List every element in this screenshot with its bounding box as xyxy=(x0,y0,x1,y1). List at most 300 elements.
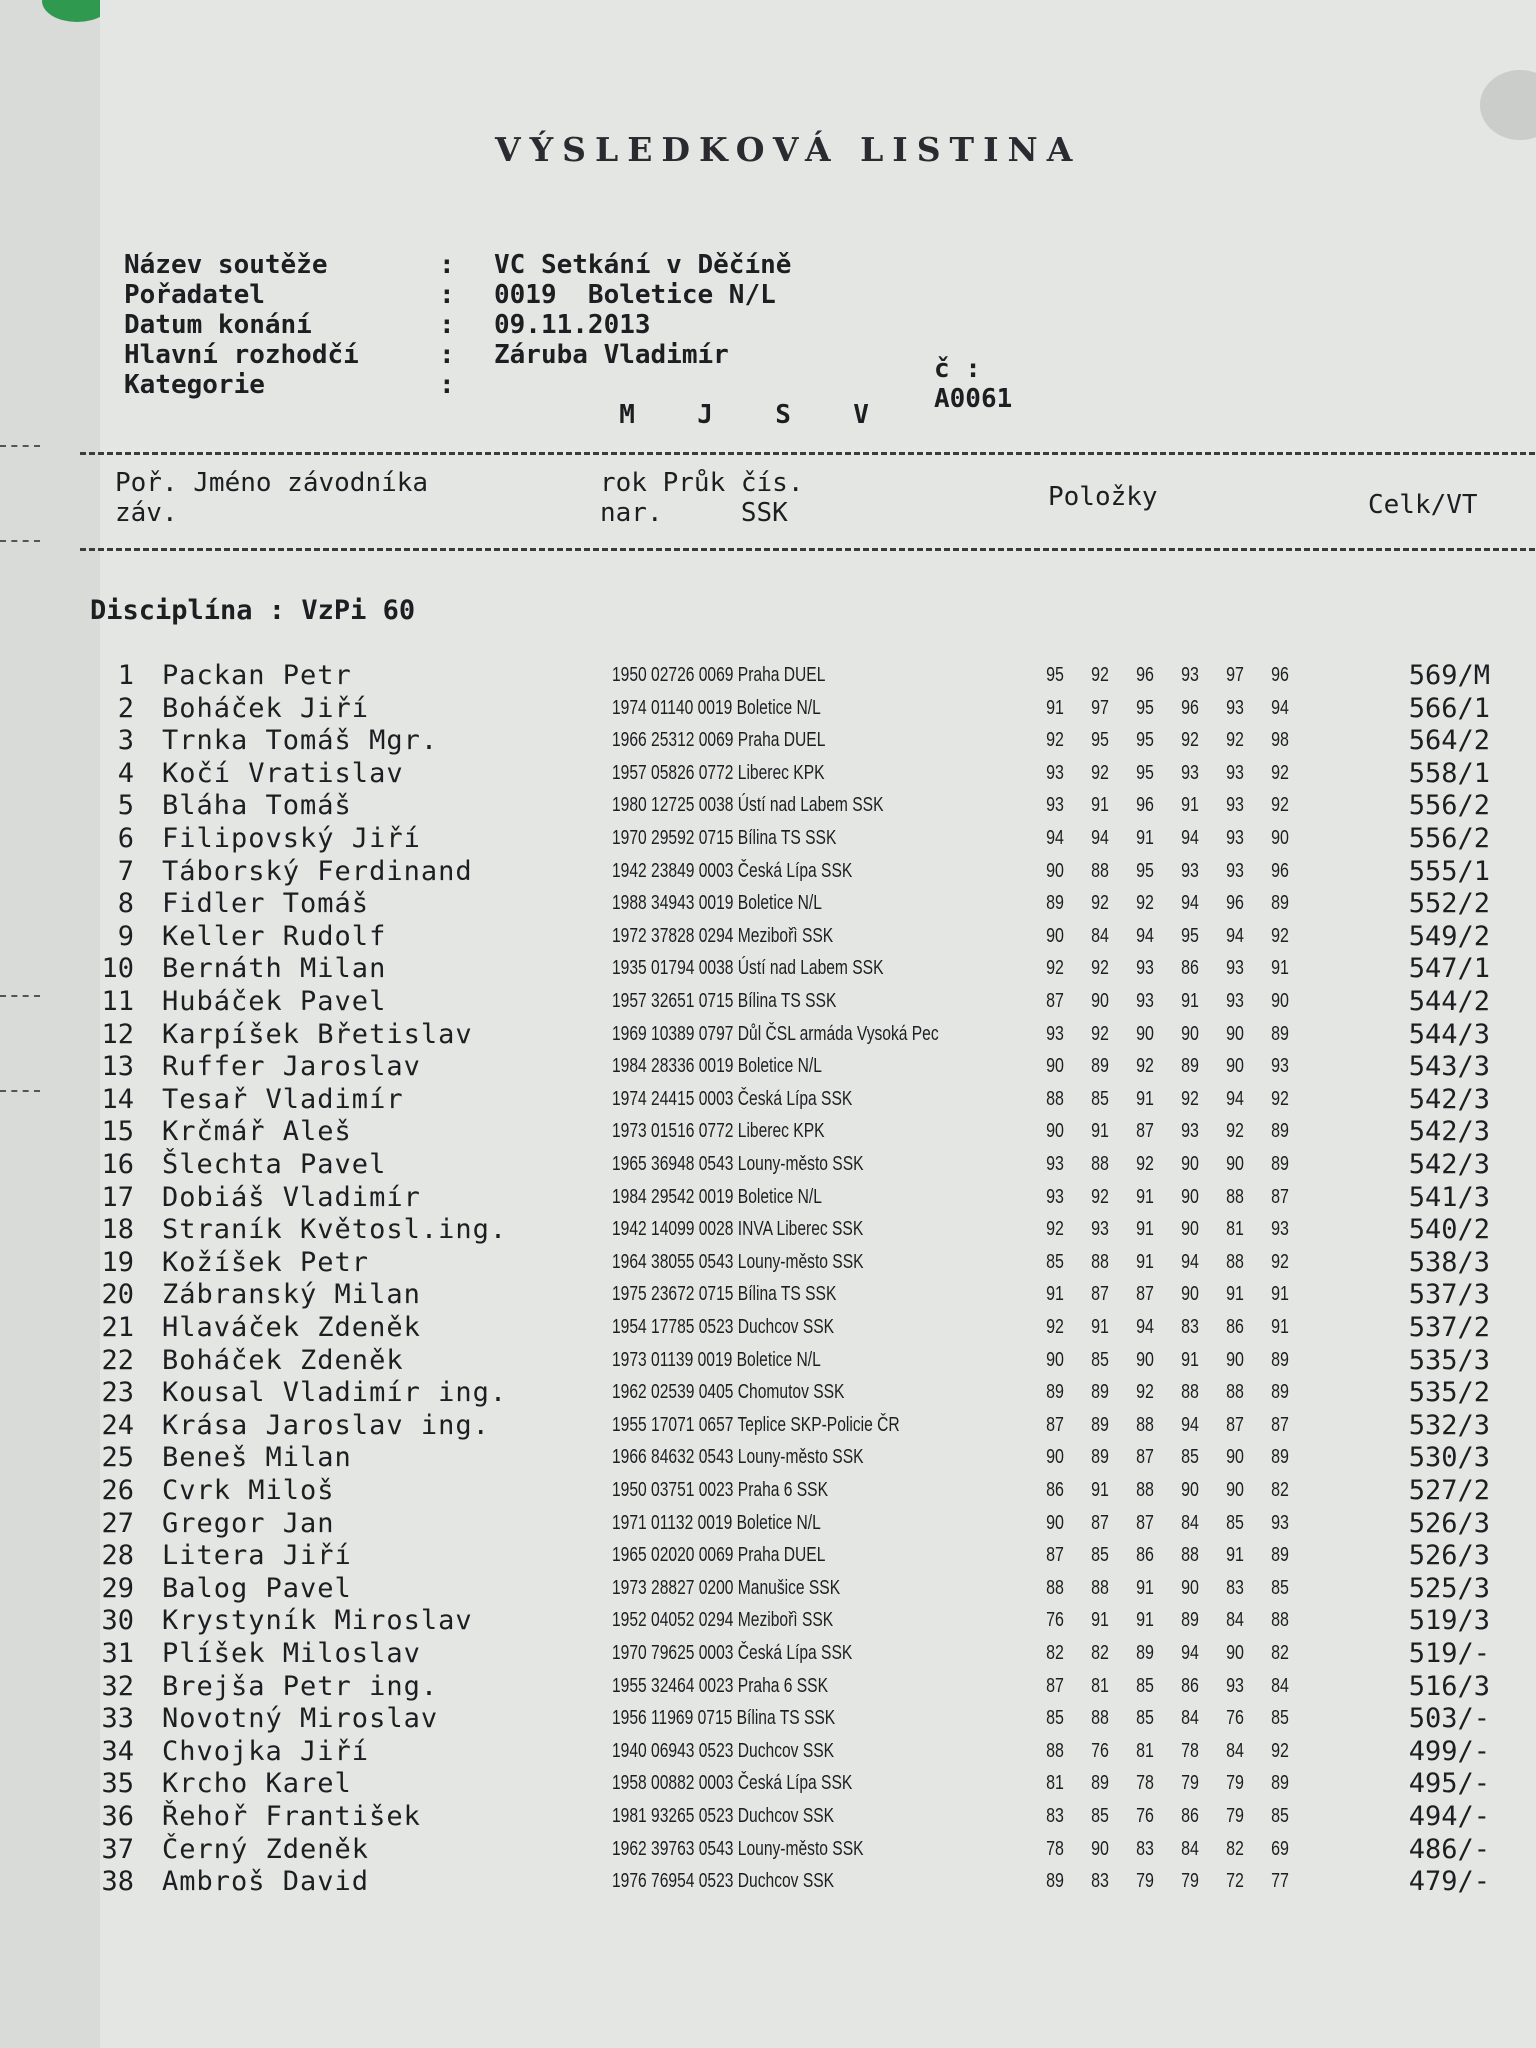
series-score: 92 xyxy=(1046,957,1064,980)
series-score: 89 xyxy=(1046,1381,1064,1404)
competitor-details: 1974 24415 0003 Česká Lípa SSK xyxy=(612,1087,853,1110)
rank-cell: 8 xyxy=(117,888,134,920)
total-score: 486/- xyxy=(1408,1833,1490,1865)
series-score: 92 xyxy=(1091,1022,1109,1045)
info-key: Název soutěže xyxy=(124,250,328,280)
competitor-name: Straník Květosl.ing. xyxy=(162,1214,508,1246)
series-score: 88 xyxy=(1226,1185,1244,1208)
competitor-name: Litera Jiří xyxy=(162,1540,352,1572)
series-score: 89 xyxy=(1271,1381,1289,1404)
total-score: 542/3 xyxy=(1408,1149,1490,1180)
total-score: 544/3 xyxy=(1408,1018,1490,1050)
series-score: 91 xyxy=(1226,1283,1244,1306)
series-score: 88 xyxy=(1226,1250,1244,1273)
series-score: 76 xyxy=(1046,1609,1064,1632)
competitor-details: 1957 05826 0772 Liberec KPK xyxy=(612,761,825,784)
competitor-details: 1956 11969 0715 Bílina TS SSK xyxy=(612,1707,836,1730)
series-score: 90 xyxy=(1181,1153,1199,1175)
total-score: 538/3 xyxy=(1408,1246,1490,1278)
series-score: 85 xyxy=(1271,1707,1289,1730)
series-score: 91 xyxy=(1181,990,1199,1012)
series-score: 88 xyxy=(1046,1087,1064,1110)
series-score: 92 xyxy=(1091,761,1109,784)
series-score: 93 xyxy=(1271,1055,1289,1078)
series-score: 91 xyxy=(1091,1316,1109,1338)
series-score: 93 xyxy=(1226,827,1244,849)
competitor-name: Dobiáš Vladimír xyxy=(162,1181,421,1213)
total-score: 555/1 xyxy=(1408,855,1490,887)
total-score: 537/3 xyxy=(1408,1279,1490,1311)
competitor-details: 1973 01139 0019 Boletice N/L xyxy=(612,1348,821,1371)
series-score: 89 xyxy=(1046,892,1064,915)
series-score: 79 xyxy=(1181,1870,1199,1893)
rank-cell: 15 xyxy=(101,1116,134,1148)
series-score: 92 xyxy=(1271,761,1289,784)
competitor-details: 1957 32651 0715 Bílina TS SSK xyxy=(612,990,837,1012)
series-score: 87 xyxy=(1271,1185,1289,1208)
series-score: 95 xyxy=(1091,729,1109,752)
series-score: 84 xyxy=(1226,1739,1244,1762)
series-score: 93 xyxy=(1181,664,1199,686)
series-score: 91 xyxy=(1091,1120,1109,1143)
series-score: 82 xyxy=(1226,1837,1244,1860)
push-pin-shadow xyxy=(1480,70,1536,140)
total-score: 558/1 xyxy=(1408,757,1490,789)
competitor-name: Kožíšek Petr xyxy=(162,1246,370,1278)
series-score: 93 xyxy=(1271,1511,1289,1534)
series-score: 93 xyxy=(1226,761,1244,784)
series-score: 84 xyxy=(1181,1511,1199,1534)
info-key: Hlavní rozhodčí xyxy=(124,340,359,370)
series-score: 81 xyxy=(1091,1674,1109,1697)
series-score: 84 xyxy=(1181,1707,1199,1730)
series-score: 85 xyxy=(1091,1087,1109,1110)
rank-cell: 31 xyxy=(101,1638,134,1669)
competitor-name: Bláha Tomáš xyxy=(162,790,352,822)
series-score: 90 xyxy=(1046,1120,1064,1143)
series-score: 92 xyxy=(1136,1153,1154,1175)
divider xyxy=(80,452,1536,455)
series-score: 96 xyxy=(1181,696,1199,719)
series-score: 89 xyxy=(1271,1022,1289,1045)
competitor-name: Keller Rudolf xyxy=(162,920,387,952)
competitor-details: 1964 38055 0543 Louny-město SSK xyxy=(612,1250,864,1273)
series-score: 91 xyxy=(1091,794,1109,817)
competitor-details: 1955 32464 0023 Praha 6 SSK xyxy=(612,1674,828,1697)
rank-cell: 28 xyxy=(101,1540,134,1572)
series-score: 88 xyxy=(1136,1413,1154,1436)
series-score: 82 xyxy=(1271,1479,1289,1501)
series-score: 83 xyxy=(1091,1870,1109,1893)
series-score: 82 xyxy=(1046,1642,1064,1664)
series-score: 93 xyxy=(1136,957,1154,980)
competitor-name: Řehoř František xyxy=(162,1801,421,1832)
rank-cell: 6 xyxy=(117,823,134,854)
series-score: 86 xyxy=(1181,1674,1199,1697)
series-score: 87 xyxy=(1136,1283,1154,1306)
series-score: 93 xyxy=(1181,761,1199,784)
category-item: V xyxy=(853,400,869,430)
competitor-name: Cvrk Miloš xyxy=(162,1475,335,1506)
series-score: 89 xyxy=(1271,892,1289,915)
competitor-name: Kočí Vratislav xyxy=(162,757,404,789)
series-score: 90 xyxy=(1046,1348,1064,1371)
total-score: 495/- xyxy=(1408,1768,1490,1800)
series-score: 88 xyxy=(1091,1153,1109,1175)
rank-cell: 21 xyxy=(101,1312,134,1343)
rank-cell: 33 xyxy=(101,1703,134,1735)
series-score: 77 xyxy=(1271,1870,1289,1893)
competitor-name: Zábranský Milan xyxy=(162,1279,421,1311)
competitor-details: 1950 03751 0023 Praha 6 SSK xyxy=(612,1479,828,1501)
competitor-details: 1988 34943 0019 Boletice N/L xyxy=(612,892,822,915)
rank-cell: 18 xyxy=(101,1214,134,1246)
series-score: 79 xyxy=(1226,1805,1244,1827)
series-score: 92 xyxy=(1181,729,1199,752)
competitor-name: Trnka Tomáš Mgr. xyxy=(162,725,439,757)
competitor-name: Hlaváček Zdeněk xyxy=(162,1312,421,1343)
rank-cell: 27 xyxy=(101,1507,134,1539)
info-sep: : xyxy=(439,340,455,370)
series-score: 92 xyxy=(1046,1316,1064,1338)
series-score: 94 xyxy=(1181,1642,1199,1664)
series-score: 84 xyxy=(1271,1674,1289,1697)
competitor-name: Ambroš David xyxy=(162,1866,370,1898)
series-score: 85 xyxy=(1136,1707,1154,1730)
competitor-name: Chvojka Jiří xyxy=(162,1735,370,1767)
rank-cell: 23 xyxy=(101,1377,134,1409)
series-score: 95 xyxy=(1181,924,1199,947)
series-score: 91 xyxy=(1136,1250,1154,1273)
series-score: 91 xyxy=(1136,1576,1154,1599)
series-score: 89 xyxy=(1091,1055,1109,1078)
total-score: 566/1 xyxy=(1408,692,1490,724)
series-score: 90 xyxy=(1181,1479,1199,1501)
total-score: 542/3 xyxy=(1408,1083,1490,1115)
rank-cell: 34 xyxy=(101,1735,134,1767)
series-score: 91 xyxy=(1046,696,1064,719)
series-score: 90 xyxy=(1181,1576,1199,1599)
series-score: 95 xyxy=(1136,859,1154,882)
series-score: 85 xyxy=(1091,1544,1109,1567)
competitor-name: Kousal Vladimír ing. xyxy=(162,1377,508,1409)
info-row xyxy=(124,340,931,370)
series-score: 82 xyxy=(1271,1642,1289,1664)
competitor-details: 1970 29592 0715 Bílina TS SSK xyxy=(612,827,837,849)
rank-cell: 25 xyxy=(101,1442,134,1474)
series-score: 92 xyxy=(1181,1087,1199,1110)
series-score: 89 xyxy=(1181,1609,1199,1632)
rank-cell: 26 xyxy=(101,1475,134,1506)
series-score: 93 xyxy=(1181,1120,1199,1143)
series-score: 90 xyxy=(1136,1022,1154,1045)
competitor-name: Fidler Tomáš xyxy=(162,888,370,920)
results-sheet xyxy=(90,0,1536,2048)
competitor-details: 1980 12725 0038 Ústí nad Labem SSK xyxy=(612,794,884,817)
series-score: 93 xyxy=(1271,1218,1289,1241)
total-score: 549/2 xyxy=(1408,920,1490,952)
total-score: 556/2 xyxy=(1408,823,1490,854)
series-score: 83 xyxy=(1046,1805,1064,1827)
rank-cell: 19 xyxy=(101,1246,134,1278)
competitor-details: 1971 01132 0019 Boletice N/L xyxy=(612,1511,821,1534)
competitor-name: Tesař Vladimír xyxy=(162,1083,404,1115)
competitor-details: 1976 76954 0523 Duchcov SSK xyxy=(612,1870,835,1893)
series-score: 92 xyxy=(1271,924,1289,947)
series-score: 92 xyxy=(1091,892,1109,915)
series-score: 87 xyxy=(1091,1511,1109,1534)
series-score: 88 xyxy=(1091,1250,1109,1273)
series-score: 93 xyxy=(1091,1218,1109,1241)
series-score: 96 xyxy=(1271,664,1289,686)
info-value: 09.11.2013 xyxy=(494,310,651,340)
series-score: 87 xyxy=(1271,1413,1289,1436)
discipline-title: Disciplína : VzPi 60 xyxy=(90,595,416,626)
series-score: 94 xyxy=(1181,1413,1199,1436)
series-score: 72 xyxy=(1226,1870,1244,1893)
total-score: 556/2 xyxy=(1408,790,1490,822)
series-score: 90 xyxy=(1046,1055,1064,1078)
series-score: 79 xyxy=(1136,1870,1154,1893)
competitor-details: 1962 39763 0543 Louny-město SSK xyxy=(612,1837,864,1860)
series-score: 85 xyxy=(1136,1674,1154,1697)
category-item: J xyxy=(697,400,713,430)
info-key: Kategorie xyxy=(124,370,265,400)
series-score: 93 xyxy=(1226,696,1244,719)
series-score: 91 xyxy=(1271,1316,1289,1338)
series-score: 93 xyxy=(1226,859,1244,882)
series-score: 88 xyxy=(1091,859,1109,882)
competitor-details: 1954 17785 0523 Duchcov SSK xyxy=(612,1316,835,1338)
competitor-name: Ruffer Jaroslav xyxy=(162,1051,421,1083)
competitor-name: Krčmář Aleš xyxy=(162,1116,352,1148)
series-score: 90 xyxy=(1181,1185,1199,1208)
series-score: 89 xyxy=(1271,1772,1289,1795)
series-score: 88 xyxy=(1136,1479,1154,1501)
series-score: 85 xyxy=(1091,1805,1109,1827)
series-score: 91 xyxy=(1136,1609,1154,1632)
series-score: 96 xyxy=(1226,892,1244,915)
competitor-name: Boháček Zdeněk xyxy=(162,1344,404,1376)
total-score: 525/3 xyxy=(1408,1572,1490,1604)
series-score: 85 xyxy=(1046,1707,1064,1730)
rank-cell: 20 xyxy=(101,1279,134,1311)
series-score: 93 xyxy=(1136,990,1154,1012)
competitor-name: Gregor Jan xyxy=(162,1507,335,1539)
series-score: 97 xyxy=(1091,696,1109,719)
series-score: 89 xyxy=(1136,1642,1154,1664)
series-score: 88 xyxy=(1091,1707,1109,1730)
column-header-name: Poř. Jméno závodníka záv. xyxy=(115,468,429,528)
series-score: 86 xyxy=(1046,1479,1064,1501)
series-score: 90 xyxy=(1046,859,1064,882)
series-score: 93 xyxy=(1226,794,1244,817)
referee-number: č : A0061 xyxy=(934,354,1013,414)
total-score: 479/- xyxy=(1408,1866,1490,1898)
total-score: 516/3 xyxy=(1408,1670,1490,1702)
document-title: VÝSLEDKOVÁ LISTINA xyxy=(495,130,1082,169)
rank-cell: 14 xyxy=(101,1083,134,1115)
total-score: 519/- xyxy=(1408,1638,1490,1669)
series-score: 88 xyxy=(1181,1381,1199,1404)
series-score: 84 xyxy=(1226,1609,1244,1632)
series-score: 86 xyxy=(1226,1316,1244,1338)
total-score: 530/3 xyxy=(1408,1442,1490,1474)
series-score: 85 xyxy=(1091,1348,1109,1371)
total-score: 552/2 xyxy=(1408,888,1490,920)
total-score: 526/3 xyxy=(1408,1507,1490,1539)
series-score: 88 xyxy=(1226,1381,1244,1404)
series-score: 83 xyxy=(1136,1837,1154,1860)
competitor-details: 1940 06943 0523 Duchcov SSK xyxy=(612,1739,835,1762)
series-score: 94 xyxy=(1226,1087,1244,1110)
series-score: 90 xyxy=(1181,1022,1199,1045)
series-score: 93 xyxy=(1181,859,1199,882)
total-score: 540/2 xyxy=(1408,1214,1490,1246)
series-score: 91 xyxy=(1091,1609,1109,1632)
competitor-name: Balog Pavel xyxy=(162,1572,352,1604)
edge-mark xyxy=(0,995,40,1000)
info-key: Datum konání xyxy=(124,310,312,340)
series-score: 85 xyxy=(1271,1805,1289,1827)
series-score: 85 xyxy=(1181,1446,1199,1469)
competitor-details: 1942 23849 0003 Česká Lípa SSK xyxy=(612,859,853,882)
competitor-name: Brejša Petr ing. xyxy=(162,1670,439,1702)
total-score: 569/M xyxy=(1408,660,1490,691)
series-score: 89 xyxy=(1271,1544,1289,1567)
series-score: 92 xyxy=(1271,1250,1289,1273)
series-score: 90 xyxy=(1226,1479,1244,1501)
rank-cell: 30 xyxy=(101,1605,134,1637)
column-header-info: rok Průk čís. nar. SSK xyxy=(600,468,804,528)
competitor-details: 1973 28827 0200 Manušice SSK xyxy=(612,1576,841,1599)
competitor-name: Bernáth Milan xyxy=(162,953,387,985)
total-score: 544/2 xyxy=(1408,986,1490,1017)
competitor-details: 1965 02020 0069 Praha DUEL xyxy=(612,1544,826,1567)
series-score: 76 xyxy=(1136,1805,1154,1827)
competitor-details: 1966 25312 0069 Praha DUEL xyxy=(612,729,826,752)
rank-cell: 17 xyxy=(101,1181,134,1213)
series-score: 81 xyxy=(1136,1739,1154,1762)
series-score: 92 xyxy=(1046,1218,1064,1241)
series-score: 94 xyxy=(1046,827,1064,849)
competitor-details: 1955 17071 0657 Teplice SKP-Policie ČR xyxy=(612,1413,900,1436)
series-score: 79 xyxy=(1181,1772,1199,1795)
series-score: 96 xyxy=(1136,794,1154,817)
competitor-name: Beneš Milan xyxy=(162,1442,352,1474)
total-score: 542/3 xyxy=(1408,1116,1490,1148)
series-score: 94 xyxy=(1136,924,1154,947)
series-score: 93 xyxy=(1046,794,1064,817)
series-score: 83 xyxy=(1226,1576,1244,1599)
competitor-name: Šlechta Pavel xyxy=(162,1149,387,1180)
series-score: 92 xyxy=(1271,794,1289,817)
series-score: 95 xyxy=(1046,664,1064,686)
competitor-name: Novotný Miroslav xyxy=(162,1703,439,1735)
series-score: 93 xyxy=(1046,1153,1064,1175)
series-score: 91 xyxy=(1136,827,1154,849)
series-score: 87 xyxy=(1136,1511,1154,1534)
series-score: 86 xyxy=(1181,1805,1199,1827)
competitor-details: 1962 02539 0405 Chomutov SSK xyxy=(612,1381,845,1404)
series-score: 92 xyxy=(1046,729,1064,752)
series-score: 90 xyxy=(1226,1446,1244,1469)
total-score: 494/- xyxy=(1408,1801,1490,1832)
competitor-details: 1950 02726 0069 Praha DUEL xyxy=(612,664,826,686)
category-item: S xyxy=(775,400,791,430)
series-score: 91 xyxy=(1136,1087,1154,1110)
series-score: 92 xyxy=(1091,664,1109,686)
series-score: 88 xyxy=(1046,1739,1064,1762)
rank-cell: 22 xyxy=(101,1344,134,1376)
total-score: 503/- xyxy=(1408,1703,1490,1735)
total-score: 527/2 xyxy=(1408,1475,1490,1506)
competitor-details: 1981 93265 0523 Duchcov SSK xyxy=(612,1805,835,1827)
competitor-name: Krása Jaroslav ing. xyxy=(162,1409,490,1441)
info-row xyxy=(124,370,931,460)
competitor-name: Černý Zdeněk xyxy=(162,1833,370,1865)
series-score: 78 xyxy=(1181,1739,1199,1762)
info-value: 0019 Boletice N/L xyxy=(494,280,776,310)
series-score: 90 xyxy=(1046,924,1064,947)
series-score: 87 xyxy=(1226,1413,1244,1436)
total-score: 564/2 xyxy=(1408,725,1490,757)
series-score: 89 xyxy=(1091,1446,1109,1469)
divider xyxy=(80,548,1536,551)
series-score: 87 xyxy=(1136,1446,1154,1469)
series-score: 91 xyxy=(1091,1479,1109,1501)
info-sep: : xyxy=(439,310,455,340)
series-score: 87 xyxy=(1046,1544,1064,1567)
total-score: 543/3 xyxy=(1408,1051,1490,1083)
edge-mark xyxy=(0,540,40,545)
series-score: 93 xyxy=(1226,1674,1244,1697)
total-score: 526/3 xyxy=(1408,1540,1490,1572)
series-score: 94 xyxy=(1181,1250,1199,1273)
competitor-name: Krystyník Miroslav xyxy=(162,1605,473,1637)
series-score: 92 xyxy=(1091,957,1109,980)
series-score: 86 xyxy=(1136,1544,1154,1567)
series-score: 92 xyxy=(1226,1120,1244,1143)
series-score: 95 xyxy=(1136,729,1154,752)
rank-cell: 37 xyxy=(101,1833,134,1865)
series-score: 76 xyxy=(1091,1739,1109,1762)
info-value: VC Setkání v Děčíně xyxy=(494,250,792,280)
competition-info xyxy=(124,250,1013,460)
series-score: 89 xyxy=(1091,1772,1109,1795)
series-score: 91 xyxy=(1181,1348,1199,1371)
competitor-details: 1952 04052 0294 Mezibořì SSK xyxy=(612,1609,834,1632)
series-score: 93 xyxy=(1046,761,1064,784)
info-row xyxy=(124,280,931,310)
rank-cell: 9 xyxy=(117,920,134,952)
series-score: 92 xyxy=(1226,729,1244,752)
info-row xyxy=(124,250,931,280)
series-score: 69 xyxy=(1271,1837,1289,1860)
series-score: 89 xyxy=(1271,1446,1289,1469)
series-score: 92 xyxy=(1136,1381,1154,1404)
series-score: 88 xyxy=(1046,1576,1064,1599)
series-score: 93 xyxy=(1226,957,1244,980)
series-score: 90 xyxy=(1091,1837,1109,1860)
series-score: 97 xyxy=(1226,664,1244,686)
series-score: 88 xyxy=(1181,1544,1199,1567)
series-score: 91 xyxy=(1226,1544,1244,1567)
competitor-details: 1984 29542 0019 Boletice N/L xyxy=(612,1185,822,1208)
series-score: 95 xyxy=(1136,761,1154,784)
competitor-details: 1975 23672 0715 Bílina TS SSK xyxy=(612,1283,837,1306)
series-score: 94 xyxy=(1271,696,1289,719)
